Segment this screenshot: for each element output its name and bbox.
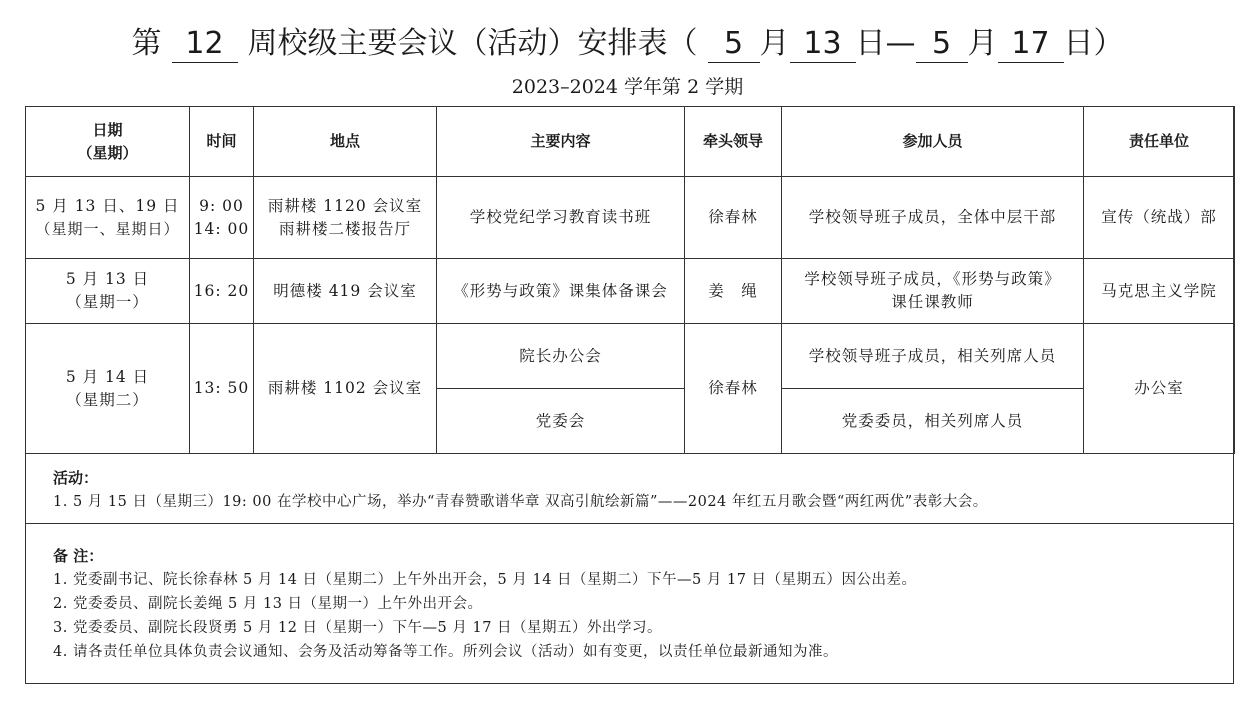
cell-unit: 宣传（统战）部 xyxy=(1084,177,1235,259)
cell-place: 雨耕楼 1120 会议室 雨耕楼二楼报告厅 xyxy=(254,177,437,259)
semester-subtitle: 2023–2024 学年第 2 学期 xyxy=(511,76,744,98)
header-leader: 牵头领导 xyxy=(685,107,782,177)
cell-place: 明德楼 419 会议室 xyxy=(254,259,437,324)
cell-participants: 党委委员，相关列席人员 xyxy=(782,389,1084,454)
header-content: 主要内容 xyxy=(437,107,685,177)
header-place: 地点 xyxy=(254,107,437,177)
title-prefix: 第 xyxy=(131,26,162,61)
title-end-month: 5 xyxy=(916,26,968,63)
cell-content: 党委会 xyxy=(437,389,685,454)
notes-section xyxy=(25,524,1234,684)
note-item: 2. 党委委员、副院长姜绳 5 月 13 日（星期一）上午外出开会。 xyxy=(53,596,483,612)
cell-date: 5 月 13 日、19 日 （星期一、星期日） xyxy=(26,177,190,259)
cell-content: 院长办公会 xyxy=(437,324,685,389)
title-start-month: 5 xyxy=(708,26,760,63)
note-item: 1. 党委副书记、院长徐春林 5 月 14 日（星期二）上午外出开会，5 月 14 日（星期二）下午—5 月 17 日（星期五）因公出差。 xyxy=(53,572,917,588)
title-end-day: 17 xyxy=(998,26,1064,63)
cell-participants: 学校领导班子成员，相关列席人员 xyxy=(782,324,1084,389)
cell-place: 雨耕楼 1102 会议室 xyxy=(254,324,437,454)
cell-time: 16: 20 xyxy=(190,259,254,324)
title-month-char: 月 xyxy=(759,26,790,61)
title-day-dash: 日— xyxy=(855,26,916,61)
note-item: 4. 请各责任单位具体负责会议通知、会务及活动筹备等工作。所列会议（活动）如有变更，以责任单位最新通知为准。 xyxy=(53,644,838,660)
cell-unit: 马克思主义学院 xyxy=(1084,259,1235,324)
cell-content: 学校党纪学习教育读书班 xyxy=(437,177,685,259)
header-participants: 参加人员 xyxy=(782,107,1084,177)
page-title xyxy=(0,22,1255,66)
cell-content: 《形势与政策》课集体备课会 xyxy=(437,259,685,324)
cell-leader: 姜 绳 xyxy=(685,259,782,324)
title-week-number: 12 xyxy=(172,26,238,63)
header-date: 日期 （星期） xyxy=(26,107,190,177)
activity-item: 1. 5 月 15 日（星期三）19: 00 在学校中心广场，举办“青春赞歌谱华章 双高引航绘新篇”——2024 年红五月歌会暨“两红两优”表彰大会。 xyxy=(53,494,988,510)
cell-unit: 办公室 xyxy=(1084,324,1235,454)
cell-leader: 徐春林 xyxy=(685,324,782,454)
note-item: 3. 党委委员、副院长段贤勇 5 月 12 日（星期一）下午—5 月 17 日（星期五）外出学习。 xyxy=(53,620,663,636)
table-row xyxy=(26,324,1235,389)
title-mid: 周校级主要会议（活动）安排表（ xyxy=(247,26,698,61)
title-start-day: 13 xyxy=(790,26,856,63)
cell-participants: 学校领导班子成员，《形势与政策》 课任课教师 xyxy=(782,259,1084,324)
title-month-char-2: 月 xyxy=(967,26,998,61)
cell-date: 5 月 13 日 （星期一） xyxy=(26,259,190,324)
notes-title: 备 注： xyxy=(53,547,104,565)
schedule-table xyxy=(25,106,1235,454)
cell-leader: 徐春林 xyxy=(685,177,782,259)
activities-section xyxy=(25,453,1234,524)
title-suffix: 日） xyxy=(1063,26,1124,61)
cell-date: 5 月 14 日 （星期二） xyxy=(26,324,190,454)
cell-time: 9: 00 14: 00 xyxy=(190,177,254,259)
activities-title: 活动： xyxy=(53,469,99,487)
cell-time: 13: 50 xyxy=(190,324,254,454)
header-time: 时间 xyxy=(190,107,254,177)
header-unit: 责任单位 xyxy=(1084,107,1235,177)
table-row xyxy=(26,177,1235,259)
table-header-row xyxy=(26,107,1235,177)
table-row xyxy=(26,259,1235,324)
cell-participants: 学校领导班子成员，全体中层干部 xyxy=(782,177,1084,259)
